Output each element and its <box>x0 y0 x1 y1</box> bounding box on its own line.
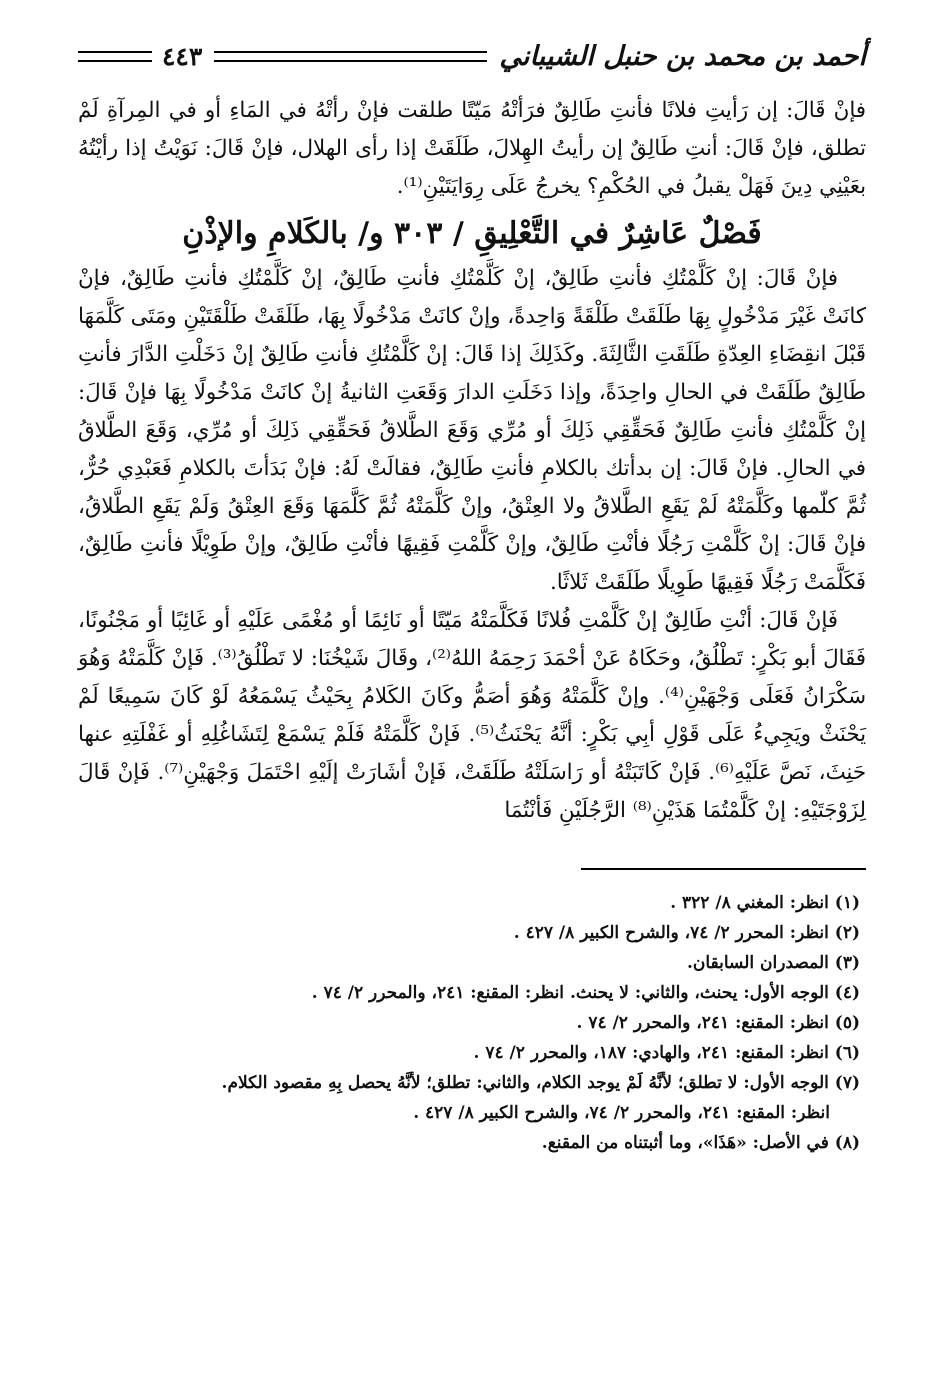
section-heading: فَصْلٌ عَاشِرٌ في التَّعْلِيقِ / ٣٠٣ و/ بالكَلامِ والإذْنِ <box>182 216 762 251</box>
footnote-6: (٦) انظر: المقنع: ٢٤١، والهادي: ١٨٧، والمحرر ٢/ ٧٤ . <box>473 1043 860 1063</box>
footnote-3: (٣) المصدران السابقان. <box>686 953 860 973</box>
footnote-2: (٢) انظر: المحرر ٢/ ٧٤، والشرح الكبير ٨/ ٤٢٧ . <box>513 923 860 943</box>
footnote-5: (٥) انظر: المقنع: ٢٤١، والمحرر ٢/ ٧٤ . <box>576 1013 860 1033</box>
paragraph-1: فإنْ قَالَ: إن رَأيتِ فلانًا فأنتِ طَالِقٌ فرَأتْهُ مَيّتًا طلقت فإنْ رأتْهُ في المَاءِ أو في المِرآةِ لَمْ تطلق، فإنْ قَالَ: أنتِ طَالِقٌ إن رأيتُ الهِلالَ، طَلَقَتْ إذا رأى الهلال، فإنْ قَالَ: نَوَيْتُ إذا رأيْتُهُ بعَيْنِي دِينَ فَهَلْ يقبلُ في الحُكْمِ؟ يخرجُ عَلَى رِوَايَتَيْنِ⁽¹⁾. <box>78 98 866 199</box>
footnotes <box>78 888 866 1158</box>
header-rule <box>214 51 487 62</box>
page-number: ٤٤٣ <box>162 41 203 71</box>
footnote-separator <box>581 868 866 870</box>
running-title: أحمد بن محمد بن حنبل الشيباني <box>499 40 866 72</box>
book-page <box>78 28 866 1158</box>
footnote-1: (١) انظر: المغني ٨/ ٣٢٢ . <box>670 893 860 913</box>
footnote-7: (٧) الوجه الأول: لا تطلق؛ لأنَّهُ لَمْ يوجد الكلام، والثاني: تطلق؛ لأنَّهُ يحصل بِهِ مقصود الكلام. <box>221 1073 860 1093</box>
footnote-4: (٤) الوجه الأول: يحنث، والثاني: لا يحنث. انظر: المقنع: ٢٤١، والمحرر ٢/ ٧٤ . <box>311 983 860 1003</box>
paragraph-2: فإنْ قَالَ: إنْ كَلَّمْتُكِ فأنتِ طَالِقٌ، إنْ كَلَّمْتُكِ فأنتِ طَالِقٌ، إنْ كَلَّمْتُكِ فأنتِ طَالِقٌ، فإنْ كانَتْ غَيْرَ مَدْخُولٍ بِهَا طَلَقَتْ طَلْقَةً وَاحِدةً، وإنْ كانَتْ مَدْخُولًا بِهَا، طَلَقَتْ طَلْقَتَيْنِ ومَتَى كَلَّمَهَا قَبْلَ انقِضَاءِ العِدّةِ طَلَقَتِ الثَّالِثَةَ. وكَذَلِكَ إذا قَالَ: إنْ كَلَّمْتُكِ فأنتِ طَالِقٌ إنْ دَخَلْتِ الدَّارَ فأنتِ طَالِقٌ طَلَقَتْ في الحالِ واحِدَةً، وإذا دَخَلَتِ الدارَ وَقَعَتِ الثانيةُ إنْ كانَتْ مَدْخُولًا بِهَا فإنْ قَالَ: إنْ كَلَّمْتُكِ فأنتِ طَالِقٌ فَحَقِّقِي ذَلِكَ أو مُرِّي وَقَعَ الطَّلاقُ فَحَقِّقِي ذَلِكَ أو مُرِّي، وَقَعَ الطَّلاقُ في الحالِ. فإنْ قَالَ: إن بدأتك بالكلامِ فأنتِ طَالِقٌ، فقالَتْ لَهُ: فإنْ بَدَأتَ بالكلامِ فَعَبْدِي حُرٌّ، ثُمَّ كلّمها وكَلَّمَتْهُ لَمْ يَقَعِ الطَّلاقُ ولا العِتْقُ، وإنْ كَلَّمَتْهُ ثُمَّ كَلَّمَهَا وَقَعَ العِتْقُ وَلَمْ يَقَعِ الطَّلاقُ، فإنْ قَالَ: إنْ كَلَّمْتِ رَجُلًا فأنْتِ طَالِقٌ، وإنْ كَلَّمْتِ فَقِيهًا فأنْتِ طَالِقٌ، وإنْ طَوِيْلًا فأنتِ طَالِقٌ، فَكَلَّمَتْ رَجُلًا فَقِيهًا طَوِيلًا طَلَقَتْ ثَلاثًا. <box>78 266 866 595</box>
footnote-8: (٨) في الأصل: «هَذَا»، وما أثبتناه من المقنع. <box>541 1133 860 1153</box>
footnote-7-continuation: انظر: المقنع: ٢٤١، والمحرر ٢/ ٧٤، والشرح الكبير ٨/ ٤٢٧ . <box>413 1103 830 1123</box>
page-header <box>78 28 866 84</box>
paragraph-3: فَإنْ قَالَ: أنْتِ طَالِقٌ إنْ كَلَّمْتِ فُلانًا فَكَلَّمَتْهُ مَيّتًا أو نَائِمًا أو مُغْمًى عَلَيْهِ أو غَائِبًا أو مَجْنُونًا، فَقَالَ أبو بَكْرٍ: تَطْلُقُ، وحَكَاهُ عَنْ أحْمَدَ رَحِمَهُ اللهُ⁽²⁾، وقَالَ شَيْخُنَا: لا تَطْلُقُ⁽³⁾. فَإنْ كَلَّمَتْهُ وَهُوَ سَكْرَانُ فَعَلَى وَجْهَيْنِ⁽⁴⁾. وإنْ كَلَّمَتْهُ وَهُوَ أصَمُّ وكَانَ الكَلامُ بِحَيْثُ يَسْمَعُهُ لَوْ كَانَ سَمِيعًا لَمْ يَحْنَثْ ويَجِيءُ عَلَى قَوْلِ أبِي بَكْرٍ: أنَّهُ يَحْنَثُ⁽⁵⁾. فَإنْ كَلَّمَتْهُ فَلَمْ يَسْمَعْ لِتَشَاغُلِهِ أو غَفْلَتِهِ عنها حَنِثَ، نَصَّ عَلَيْهِ⁽⁶⁾. فَإنْ كَاتَبَتْهُ أو رَاسَلَتْهُ طَلَقَتْ، فَإنْ أشَارَتْ إلَيْهِ احْتَمَلَ وَجْهَيْنِ⁽⁷⁾. فَإنْ قَالَ لِزَوْجَتَيْهِ: إنْ كَلَّمْتُمَا هَذَيْنِ⁽⁸⁾ الرَّجُلَيْنِ فَأنْتُمَا <box>78 608 866 823</box>
header-rule-short <box>78 51 152 62</box>
main-text <box>78 92 866 830</box>
